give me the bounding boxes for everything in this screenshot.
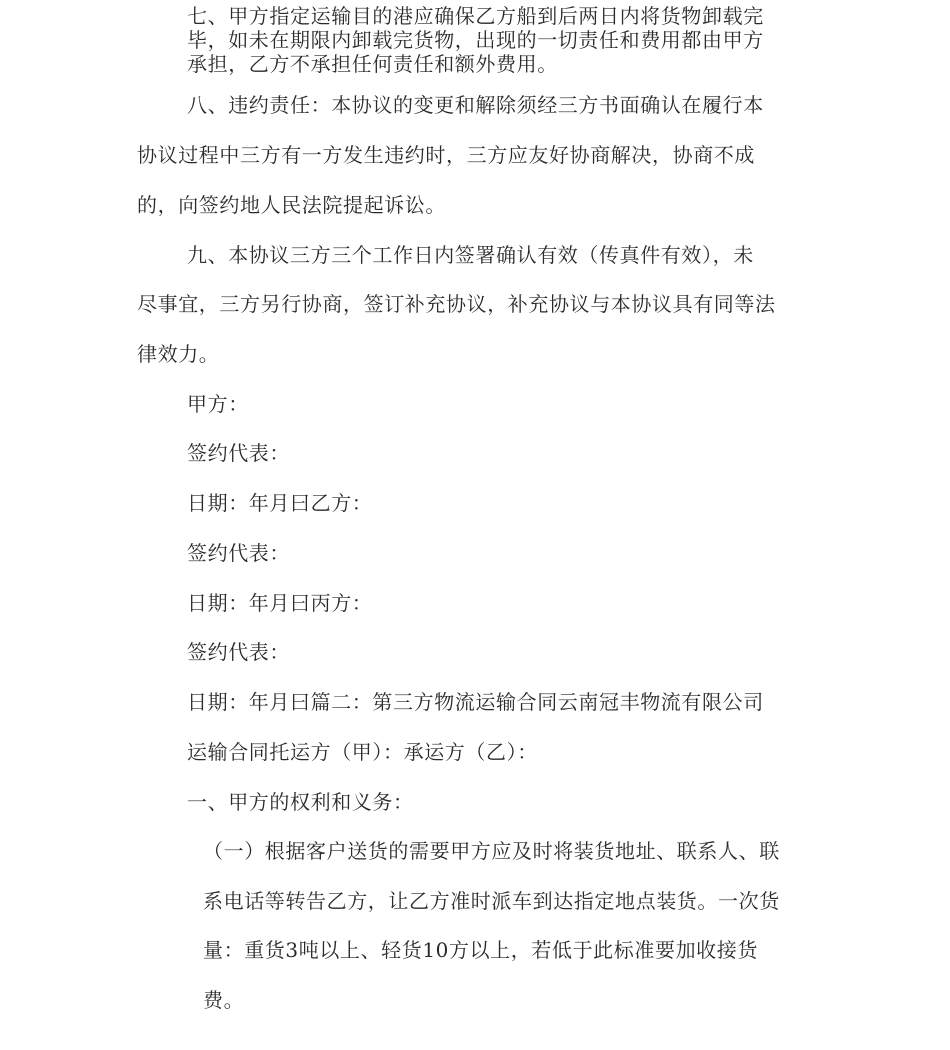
signature-date-party-b: 日期：年月曰乙方：: [187, 491, 373, 515]
signature-rep-2: 签约代表：: [187, 541, 290, 565]
clause-8-line-1: 八、违约责任：本协议的变更和解除须经三方书面确认在履行本: [187, 93, 764, 117]
item-1-line-4: 费。: [203, 988, 245, 1012]
signature-party-a: 甲方：: [187, 392, 249, 416]
item-1-line-1: （一）根据客户送货的需要甲方应及时将装货地址、联系人、联: [203, 839, 780, 863]
signature-date-part2-title: 日期：年月曰篇二：第三方物流运输合同云南冠丰物流有限公司: [187, 690, 764, 714]
signature-rep-3: 签约代表：: [187, 640, 290, 664]
clause-9-line-1: 九、本协议三方三个工作日内签署确认有效（传真件有效），未: [187, 243, 754, 267]
item-1-line-2: 系电话等转告乙方，让乙方准时派车到达指定地点装货。一次货: [203, 889, 780, 913]
clause-9-line-2: 尽事宜，三方另行协商，签订补充协议，补充协议与本协议具有同等法: [137, 292, 776, 316]
clause-8-line-2: 协议过程中三方有一方发生违约时，三方应友好协商解决，协商不成: [137, 143, 755, 167]
clause-7-line-3: 承担，乙方不承担任何责任和额外费用。: [187, 52, 558, 76]
signature-date-party-c: 日期：年月曰丙方：: [187, 591, 373, 615]
clause-8-line-3: 的，向签约地人民法院提起诉讼。: [137, 193, 446, 217]
clause-7-line-1: 七、甲方指定运输目的港应确保乙方船到后两日内将货物卸载完: [187, 4, 764, 28]
signature-rep-1: 签约代表：: [187, 441, 290, 465]
contract-parties: 运输合同托运方（甲）：承运方（乙）：: [187, 740, 538, 764]
section-1-title: 一、甲方的权利和义务：: [187, 790, 414, 814]
clause-7-line-2: 毕，如未在期限内卸载完货物，出现的一切责任和费用都由甲方: [187, 28, 764, 52]
item-1-line-3: 量：重货3吨以上、轻货10方以上，若低于此标准要加收接货: [203, 938, 758, 962]
clause-9-line-3: 律效力。: [137, 342, 220, 366]
